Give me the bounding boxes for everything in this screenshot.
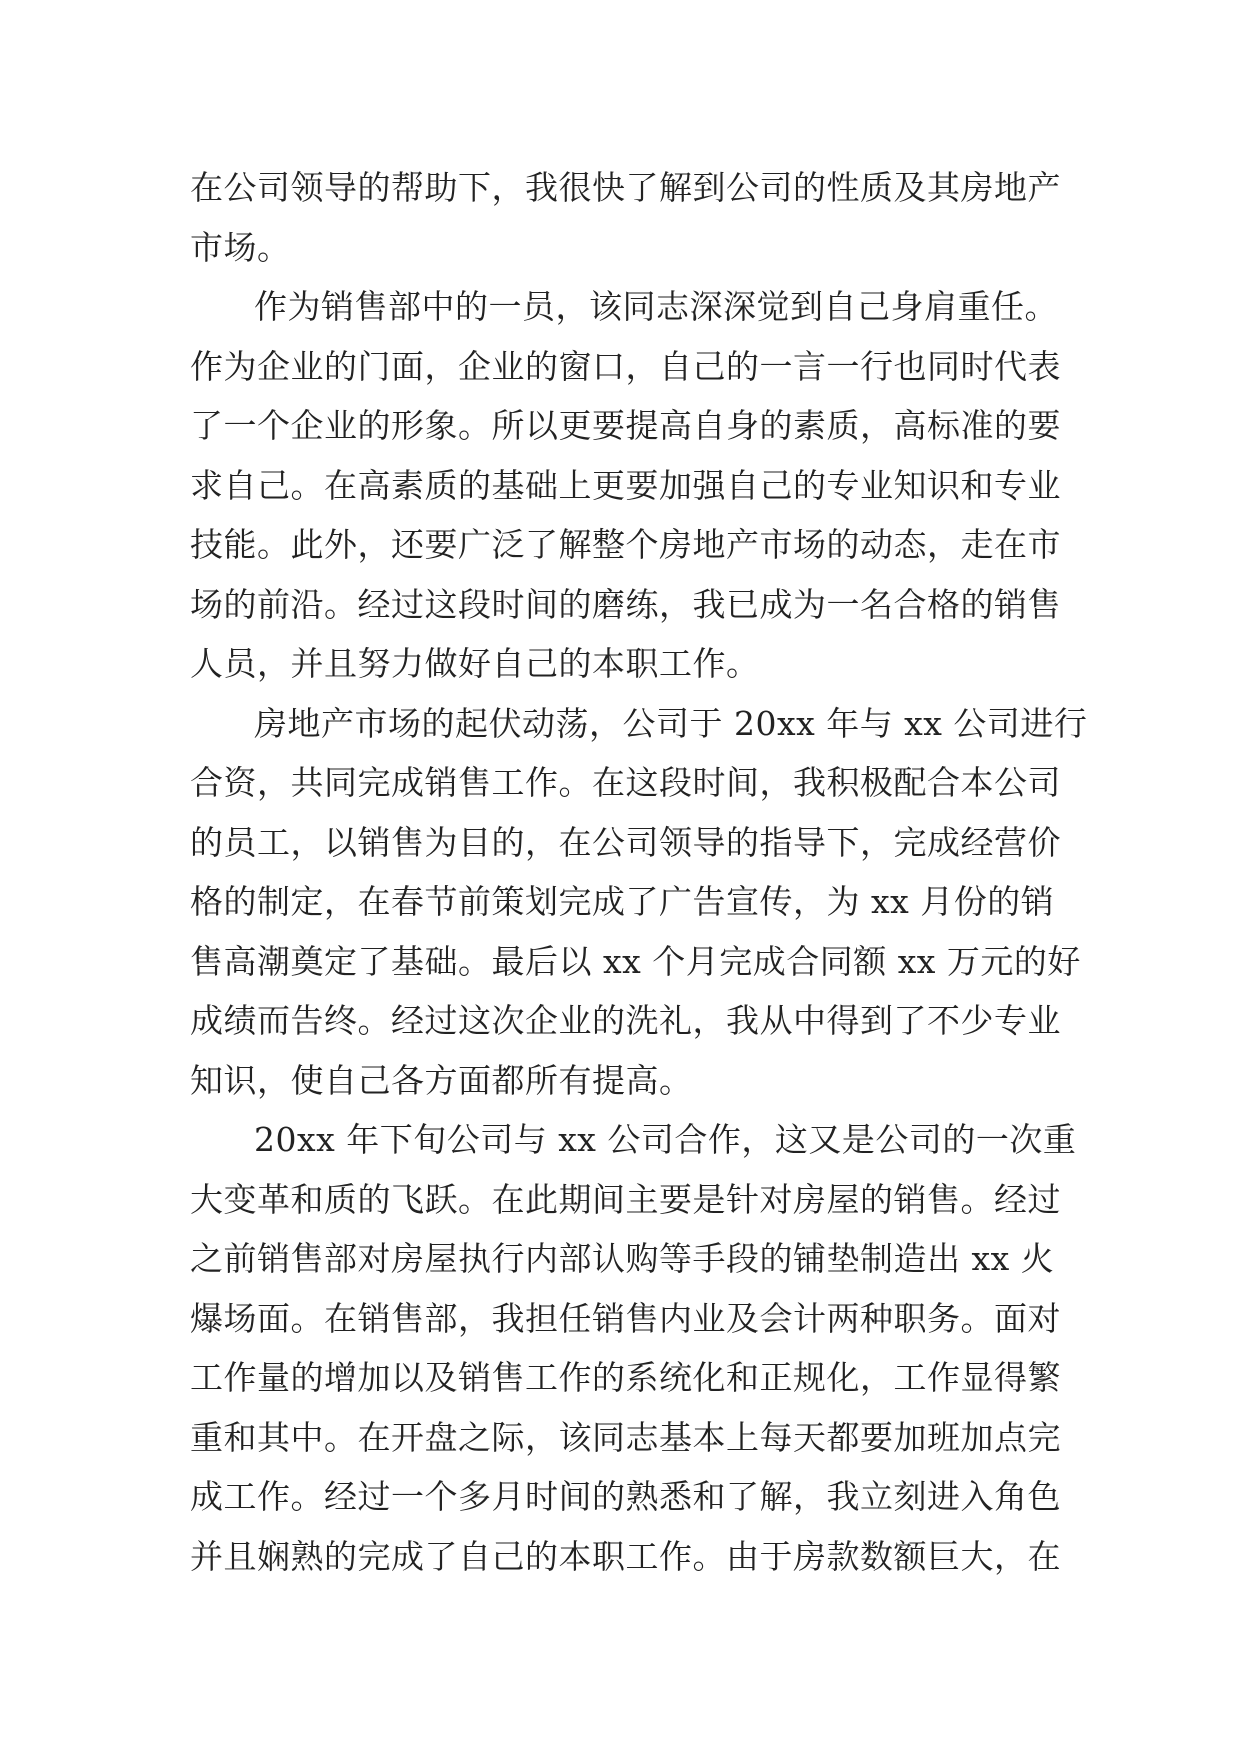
text-line: 了一个企业的形象。所以更要提高自身的素质，高标准的要 xyxy=(190,406,1061,445)
text-line: 场的前沿。经过这段时间的磨练，我已成为一名合格的销售 xyxy=(190,584,1061,624)
text-line: 之前销售部对房屋执行内部认购等手段的铺垫制造出 xx 火 xyxy=(190,1239,1055,1278)
text-line: 市场。 xyxy=(190,227,291,267)
text-line: 成工作。经过一个多月时间的熟悉和了解，我立刻进入角色 xyxy=(190,1477,1061,1516)
paragraph-start-line: 20xx 年下旬公司与 xx 公司合作，这又是公司的一次重 xyxy=(254,1120,1077,1159)
text-line: 的员工，以销售为目的，在公司领导的指导下，完成经营价 xyxy=(190,822,1061,862)
text-line: 成绩而告终。经过这次企业的洗礼，我从中得到了不少专业 xyxy=(190,1001,1061,1040)
text-line: 求自己。在高素质的基础上更要加强自己的专业知识和专业 xyxy=(190,465,1061,505)
text-line: 格的制定，在春节前策划完成了广告宣传，为 xx 月份的销 xyxy=(190,882,1055,921)
text-line: 大变革和质的飞跃。在此期间主要是针对房屋的销售。经过 xyxy=(190,1179,1061,1219)
text-line: 作为企业的门面，企业的窗口，自己的一言一行也同时代表 xyxy=(190,346,1061,386)
paragraph-start-line: 房地产市场的起伏动荡，公司于 20xx 年与 xx 公司进行 xyxy=(254,703,1088,743)
text-line: 技能。此外，还要广泛了解整个房地产市场的动态，走在市 xyxy=(190,525,1061,564)
body-text xyxy=(190,158,1088,1586)
text-line: 知识，使自己各方面都所有提高。 xyxy=(190,1060,693,1100)
text-line: 并且娴熟的完成了自己的本职工作。由于房款数额巨大，在 xyxy=(190,1536,1061,1576)
paragraph-start-line: 作为销售部中的一员，该同志深深觉到自己身肩重任。 xyxy=(254,287,1058,326)
text-line: 爆场面。在销售部，我担任销售内业及会计两种职务。面对 xyxy=(190,1298,1061,1338)
text-line: 售高潮奠定了基础。最后以 xx 个月完成合同额 xx 万元的好 xyxy=(190,941,1081,981)
text-line: 重和其中。在开盘之际，该同志基本上每天都要加班加点完 xyxy=(190,1417,1061,1457)
text-line: 工作量的增加以及销售工作的系统化和正规化，工作显得繁 xyxy=(190,1358,1061,1397)
text-line: 合资，共同完成销售工作。在这段时间，我积极配合本公司 xyxy=(190,763,1061,802)
text-line: 人员，并且努力做好自己的本职工作。 xyxy=(190,644,760,683)
text-line: 在公司领导的帮助下，我很快了解到公司的性质及其房地产 xyxy=(190,168,1061,207)
